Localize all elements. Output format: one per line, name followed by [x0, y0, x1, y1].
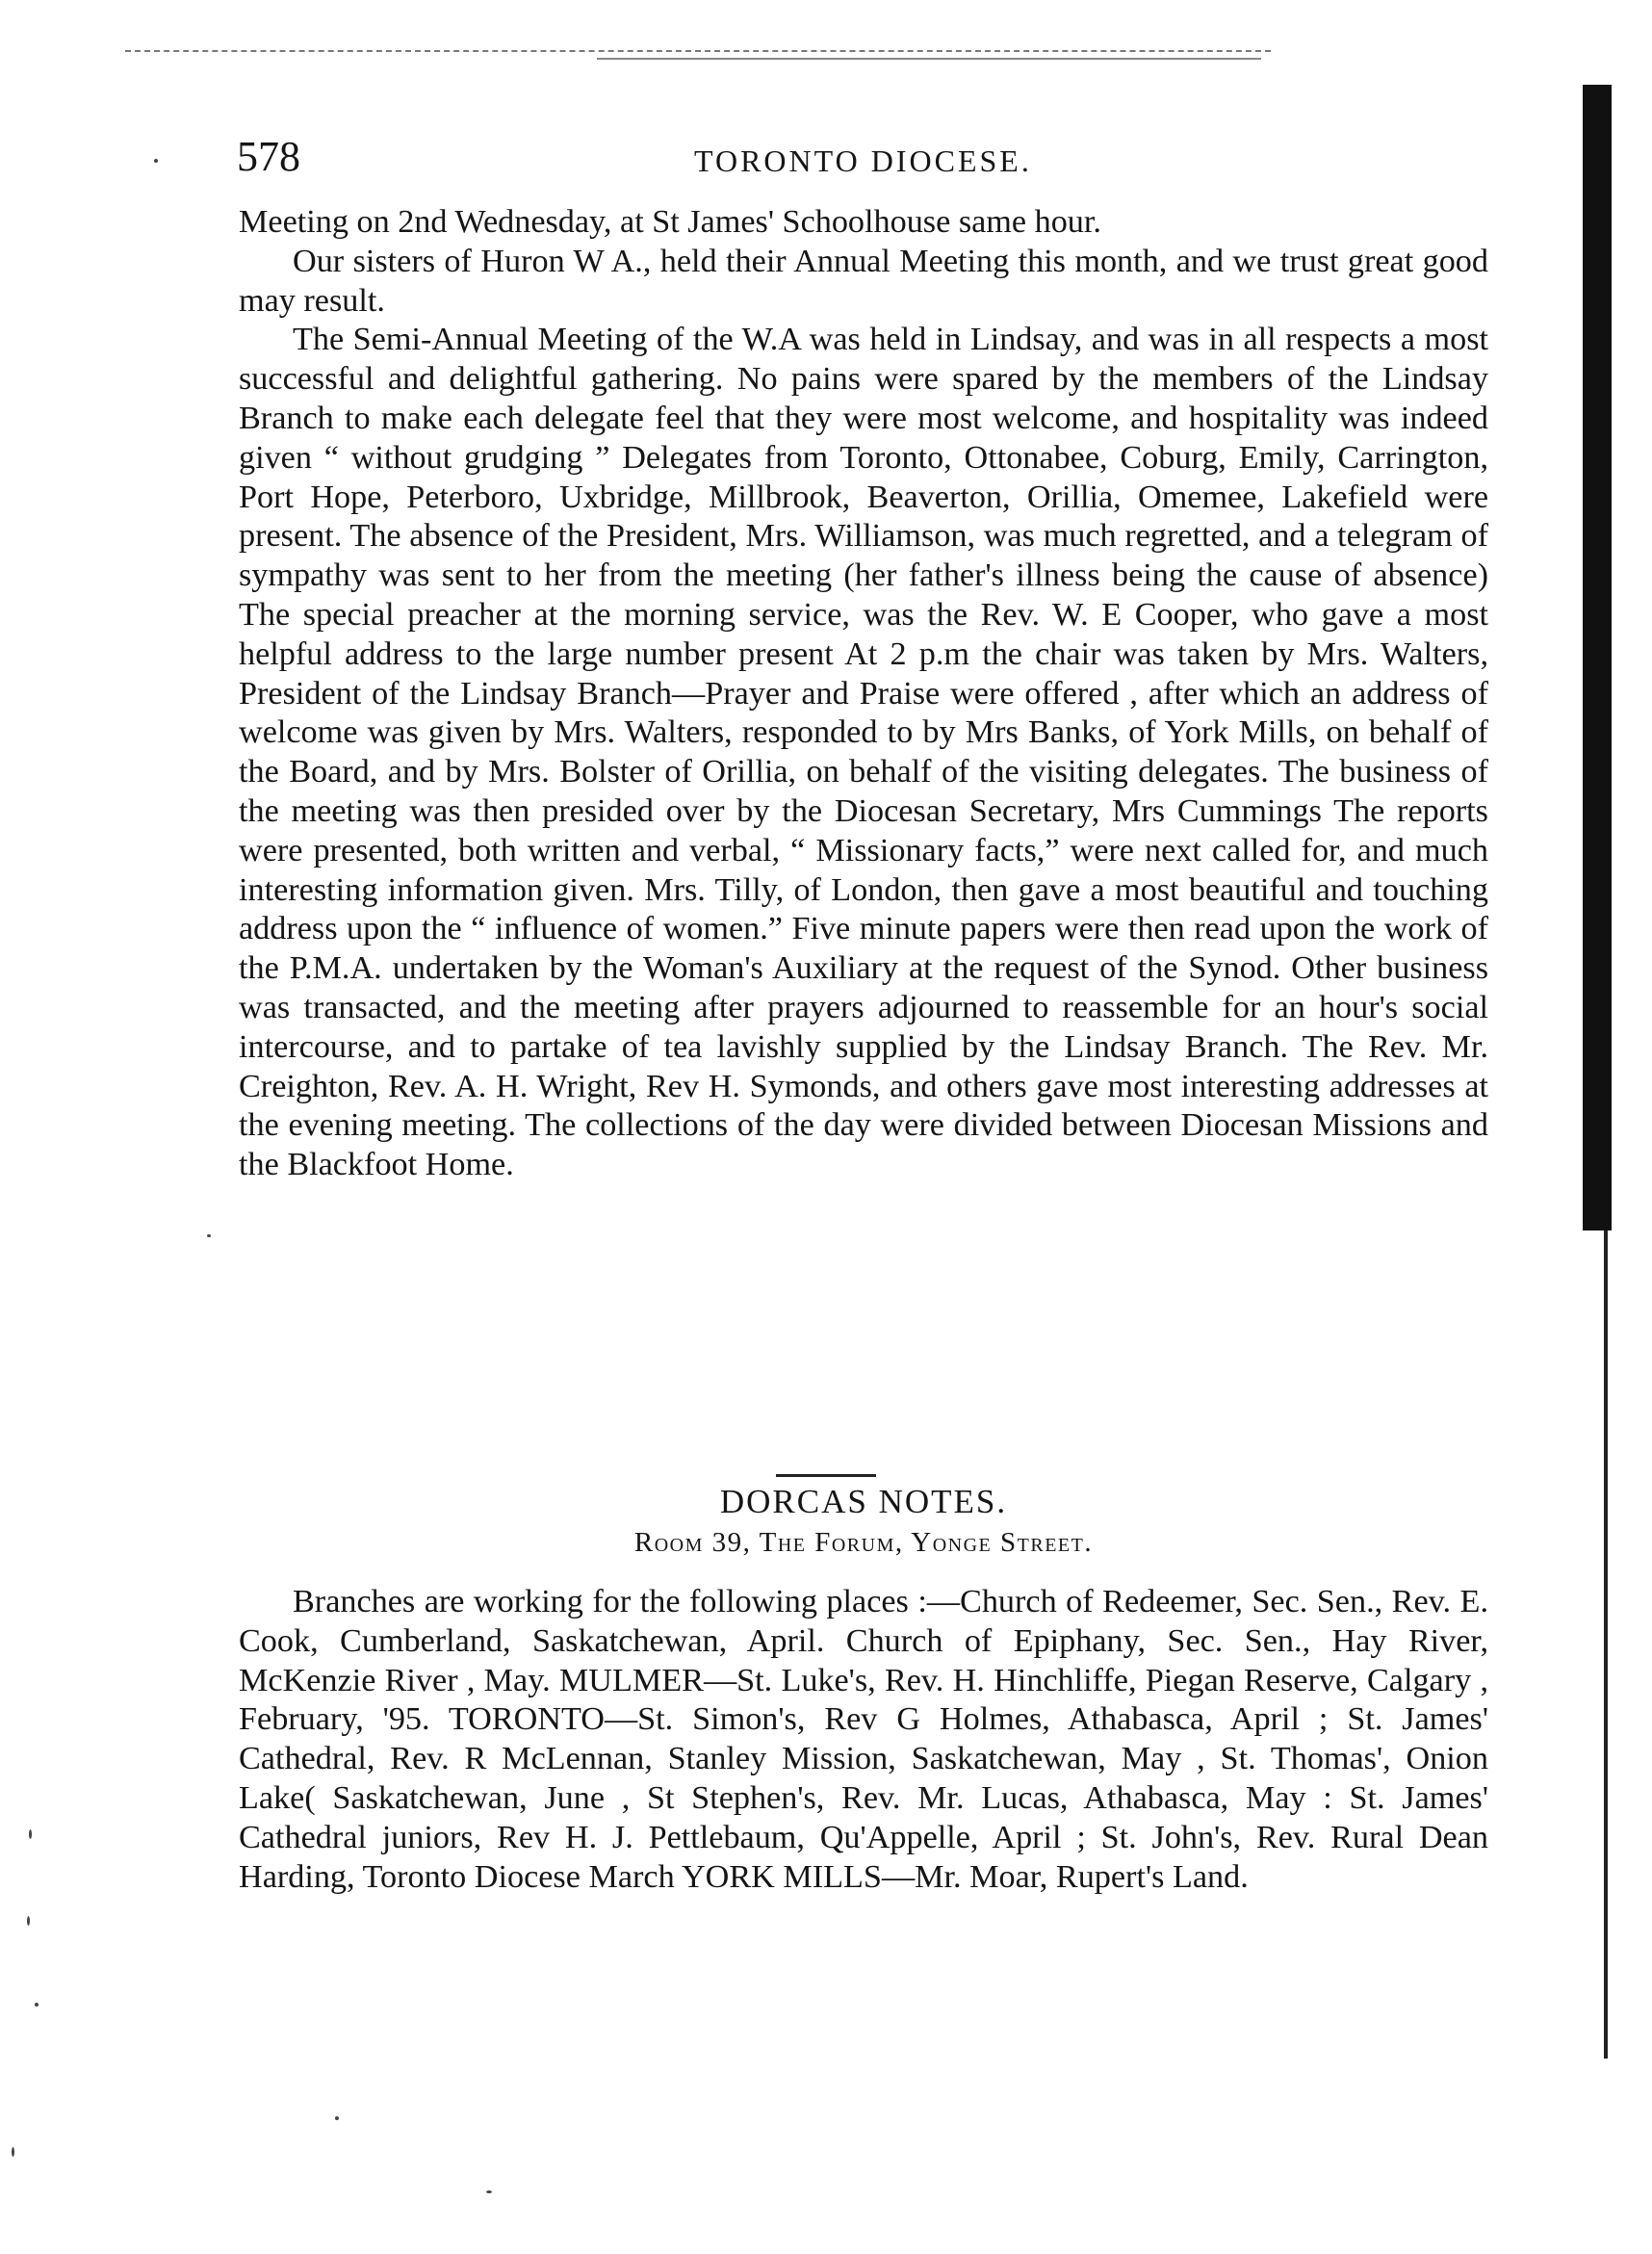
- scan-speck: [35, 2003, 39, 2007]
- scan-speck: [486, 2190, 492, 2193]
- running-head: TORONTO DIOCESE.: [694, 143, 1032, 178]
- scan-speck: [27, 1916, 30, 1926]
- section-divider: [776, 1474, 876, 1477]
- wa-report-text: [239, 203, 1488, 1185]
- page-number: 578: [237, 133, 300, 180]
- scan-speck: [154, 159, 158, 163]
- scan-speck: [335, 2116, 339, 2120]
- top-edge-rule-secondary: [597, 58, 1261, 60]
- section-title: DORCAS NOTES.: [719, 1483, 1008, 1520]
- dorcas-notes-text: [239, 1583, 1488, 1897]
- top-edge-rule: [125, 50, 1271, 52]
- paragraph-semi-annual-meeting: The Semi-Annual Meeting of the W.A was held in Lindsay, and was in all respects a most successful and delightful gathering. No pains were spared by the members of the Lindsay Branch to make each delegate feel that they were most welcome, and hospitality was indeed given “ without grudging ” Delegates from Toronto, Ottonabee, Coburg, Emily, Carrington, Port Hope, Peterboro, Uxbridge, Millbrook, Beaverton, Orillia, Omemee, Lakefield were present. The absence of the President, Mrs. Williamson, was much regretted, and a telegram of sympathy was sent to her from the meeting (her father's illness being the cause of absence) The special preacher at the morning service, was the Rev. W. E Cooper, who gave a most helpful address to the large number present At 2 p.m the chair was taken by Mrs. Walters, President of the Lindsay Branch—Prayer and Praise were offered , after which an address of welcome was given by Mrs. Walters, responded to by Mrs Banks, of York Mills, on behalf of the Board, and by Mrs. Bolster of Orillia, on behalf of the visiting delegates. The business of the meeting was then presided over by the Diocesan Secretary, Mrs Cummings The reports were presented, both written and verbal, “ Missionary facts,” were next called for, and much interesting information given. Mrs. Tilly, of London, then gave a most beautiful and touching address upon the “ influence of women.” Five minute papers were then read upon the work of the P.M.A. undertaken by the Woman's Auxiliary at the request of the Synod. Other business was transacted, and the meeting after prayers adjourned to reassemble for an hour's social intercourse, and to partake of tea lavishly supplied by the Lindsay Branch. The Rev. Mr. Creighton, Rev. A. H. Wright, Rev H. Symonds, and others gave most interesting addresses at the evening meeting. The collections of the day were divided between Diocesan Missions and the Blackfoot Home.: [239, 322, 1488, 1183]
- paragraph-branches: Branches are working for the following places :—Church of Redeemer, Sec. Sen., Rev. E. Cook, Cumberland, Saskatchewan, April. Church of Epiphany, Sec. Sen., Hay River, McKenzie River , May. MULMER—St. Luke's, Rev. H. Hinchliffe, Piegan Reserve, Calgary , February, '95. TORONTO—St. Simon's, Rev G Holmes, Athabasca, April ; St. James' Cathedral, Rev. R McLennan, Stanley Mission, Saskatchewan, May , St. Thomas', Onion Lake( Saskatchewan, June , St Stephen's, Rev. Mr. Lucas, Athabasca, May : St. James' Cathedral juniors, Rev H. J. Pettlebaum, Qu'Appelle, April ; St. John's, Rev. Rural Dean Harding, Toronto Diocese March YORK MILLS—Mr. Moar, Rupert's Land.: [239, 1584, 1488, 1895]
- scan-speck: [12, 2147, 14, 2157]
- page-header: [237, 130, 1517, 190]
- section-subtitle: Room 39, The Forum, Yonge Street.: [633, 1527, 1094, 1558]
- scan-edge-line: [1604, 1231, 1608, 2059]
- scan-speck: [207, 1234, 211, 1237]
- scan-speck: [29, 1829, 32, 1839]
- scan-edge-shadow: [1583, 85, 1612, 1231]
- paragraph-continued: Meeting on 2nd Wednesday, at St James' Schoolhouse same hour.: [239, 204, 1101, 240]
- paragraph-huron: Our sisters of Huron W A., held their Annual Meeting this month, and we trust great good may result.: [239, 243, 1488, 319]
